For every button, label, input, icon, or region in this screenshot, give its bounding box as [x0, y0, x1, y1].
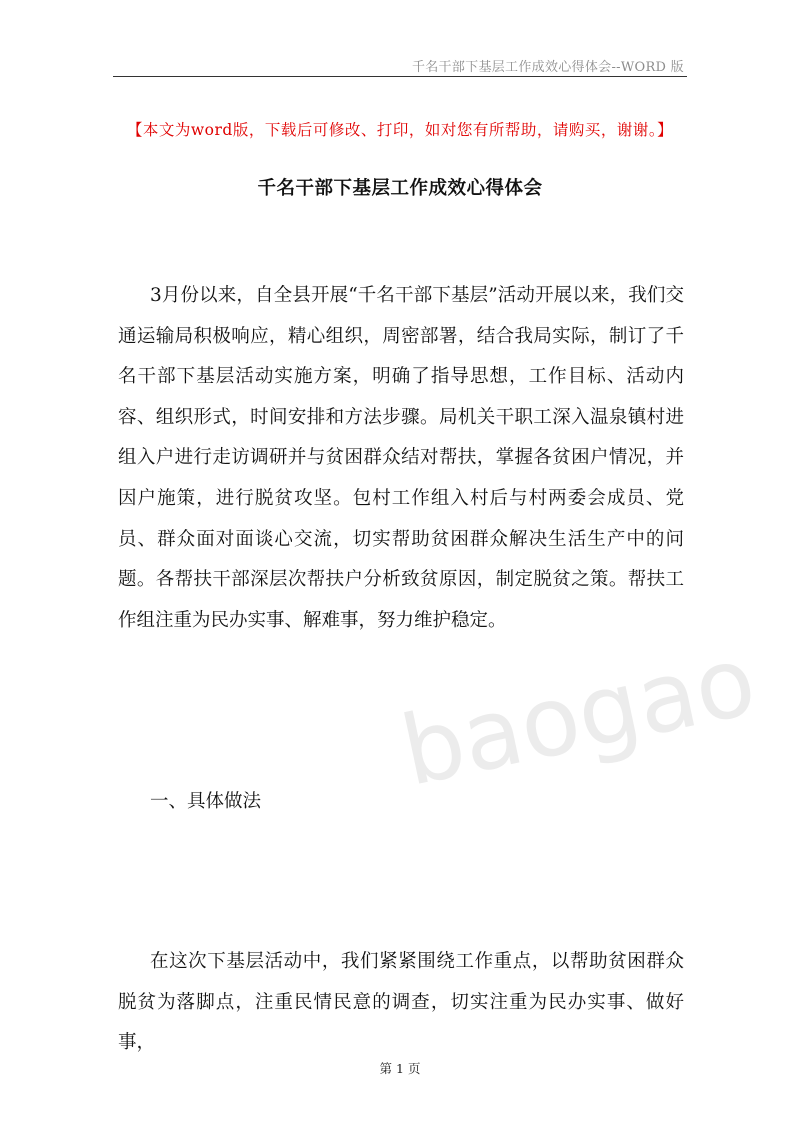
section-heading: 一、具体做法 [150, 791, 262, 812]
body-paragraph: 3月份以来，自全县开展“千名干部下基层”活动开展以来，我们交通运输局积极响应，精心组织，周密部署，结合我局实际，制订了千名干部下基层活动实施方案，明确了指导思想，工作目标、活动内容、组织形式，时间安排和方法步骤。局机关干职工深入温泉镇村进组入户进行走访调研并与贫困群众结对帮扶，掌握各贫困户情况，并因户施策，进行脱贫攻坚。包村工作组入村后与村两委会成员、党员、群众面对面谈心交流，切实帮助贫困群众解决生活生产中的问题。各帮扶干部深层次帮扶户分析致贫原因，制定脱贫之策。帮扶工作组注重为民办实事、解难事，努力维护稳定。 [118, 285, 684, 631]
document-title: 千名干部下基层工作成效心得体会 [257, 178, 543, 199]
running-header: 千名干部下基层工作成效心得体会--WORD 版 [411, 60, 684, 75]
purchase-notice: 【本文为word版，下载后可修改、打印，如对您有所帮助，请购买，谢谢。】 [126, 121, 674, 139]
page-number: 第 1 页 [379, 1061, 421, 1076]
watermark: baogao [392, 624, 765, 808]
body-paragraph: 在这次下基层活动中，我们紧紧围绕工作重点，以帮助贫困群众脱贫为落脚点，注重民情民意的调查，切实注重为民办实事、做好事， [118, 951, 684, 1054]
header-divider [113, 76, 687, 77]
